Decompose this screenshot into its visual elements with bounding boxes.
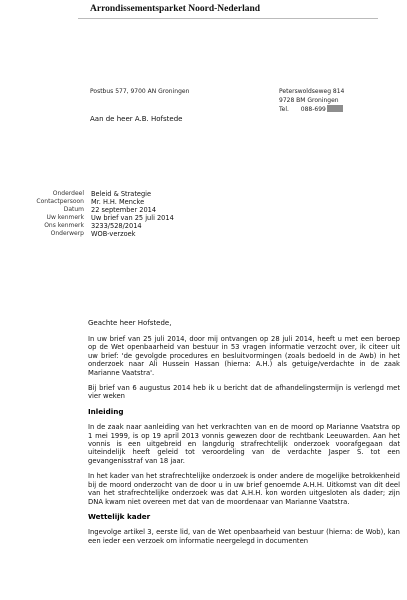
meta-value: 3233/528/2014 <box>91 222 142 231</box>
meta-value: Mr. H.H. Mencke <box>91 198 145 207</box>
meta-label: Contactpersoon <box>36 198 84 206</box>
meta-value: WOB-verzoek <box>91 230 136 239</box>
visit-phone <box>279 105 344 115</box>
meta-label: Uw kenmerk <box>46 214 84 222</box>
organization-name: Arrondissementsparket Noord-Nederland <box>90 4 261 14</box>
body-paragraph: Bij brief van 6 augustus 2014 heb ik u bericht dat de afhandelingstermijn is verlengd met vier weken <box>88 384 400 401</box>
body-paragraph: Ingevolge artikel 3, eerste lid, van de Wet openbaarheid van bestuur (hierna: de Wob), kan een ieder een verzoek om informatie neergelegd in documenten <box>88 528 400 545</box>
salutation: Geachte heer Hofstede, <box>88 319 172 327</box>
tel-value: 088-699 <box>300 106 326 113</box>
visiting-address <box>279 88 344 115</box>
body-paragraph: In de zaak naar aanleiding van het verkrachten van en de moord op Marianne Vaatstra op 1 mei 1999, is op 19 april 2013 vonnis gewezen door de rechtbank Leeuwarden. Aan het vonnis is een uitgebreid en langdurig strafrechtelijk onderzoek voorafgegaan dat uiteindelijk heeft geleid tot veroordeling van de verdachte Jasper S. tot een gevangenisstraf van 18 jaar. <box>88 423 400 465</box>
meta-row-date <box>24 206 174 214</box>
meta-value: Beleid & Strategie <box>91 190 152 198</box>
header-divider <box>78 18 378 19</box>
section-heading-inleiding: Inleiding <box>88 406 124 416</box>
redaction-block <box>327 105 343 112</box>
letter-metadata <box>24 190 174 239</box>
meta-label: Ons kenmerk <box>44 222 84 230</box>
meta-row-contact <box>24 198 174 206</box>
visit-city: 9728 BM Groningen <box>279 96 339 104</box>
body-paragraph: In uw brief van 25 juli 2014, door mij ontvangen op 28 juli 2014, heeft u met een beroep op de Wet openbaarheid van bestuur in 53 vragen informatie verzocht over, ik citeer uit uw brief: 'de gevolgde procedures en besluitvormingen (zoals bedoeld in de Awb) in het onderzoek naar Ali Hussein Hassan (hierna: A.H.) als getuige/verdachte in de zaak Marianne Vaatstra'. <box>88 335 400 377</box>
meta-label: Onderwerp <box>50 230 84 238</box>
meta-row-subject <box>24 230 174 238</box>
meta-label: Datum <box>63 206 84 214</box>
letter-body <box>88 335 400 552</box>
meta-row-our-reference <box>24 222 174 230</box>
meta-row-department <box>24 190 174 198</box>
visit-street: Peterswoldseweg 814 <box>279 88 345 95</box>
section-heading-wettelijk-kader: Wettelijk kader <box>88 511 151 521</box>
meta-value: 22 september 2014 <box>91 206 157 215</box>
meta-row-your-reference <box>24 214 174 222</box>
recipient-line: Aan de heer A.B. Hofstede <box>90 115 183 123</box>
meta-label: Onderdeel <box>52 190 84 197</box>
tel-label: Tel. <box>279 106 289 113</box>
body-paragraph: In het kader van het strafrechtelijke onderzoek is onder andere de mogelijke betrokkenheid bij de moord onderzocht van de door u in uw brief genoemde A.H.H. Uitkomst van dit deel van het strafrechtelijke onderzoek was dat A.H.H. kon worden uitgesloten als dader; zijn DNA kwam niet overeen met dat van de moordenaar van Marianne Vaatstra. <box>88 472 400 506</box>
meta-value: Uw brief van 25 juli 2014 <box>91 214 174 223</box>
sender-address: Postbus 577, 9700 AN Groningen <box>90 88 190 95</box>
